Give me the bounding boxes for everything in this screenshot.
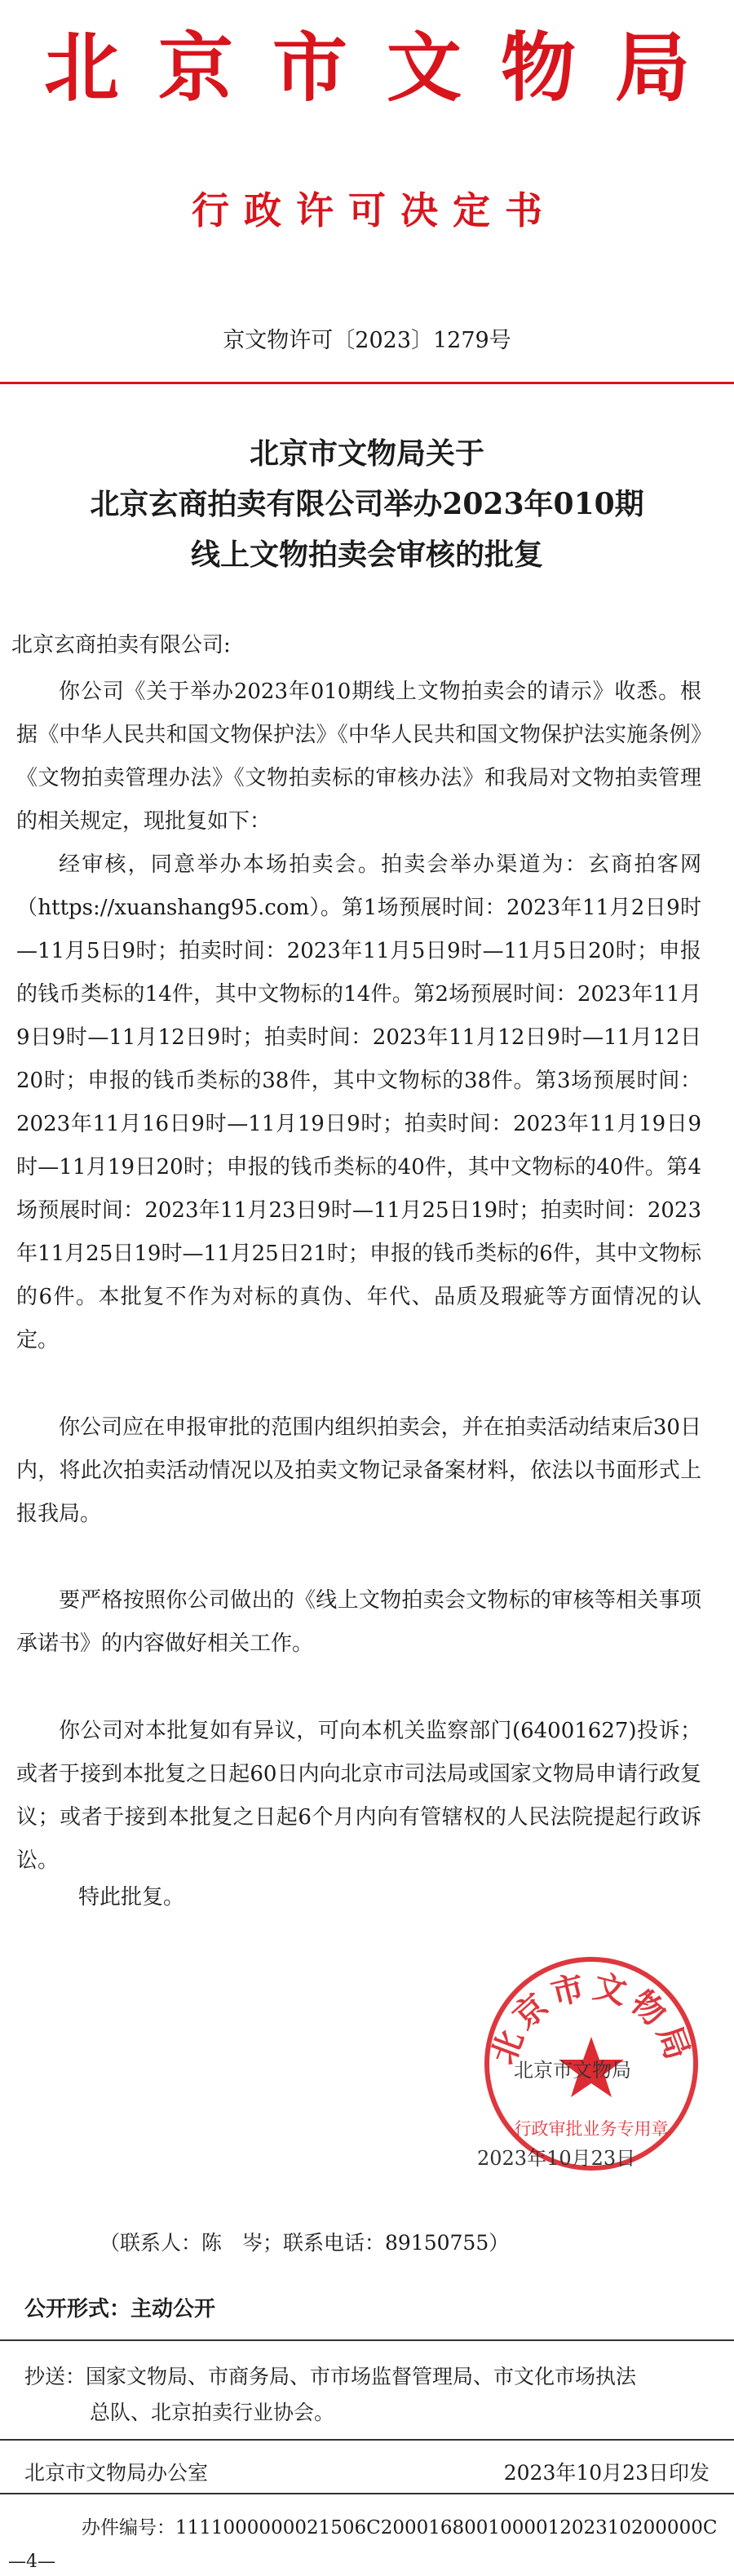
page-number: —4—	[8, 2552, 55, 2572]
title-line-2: 北京玄商拍卖有限公司举办2023年010期	[90, 487, 644, 521]
addressee: 北京玄商拍卖有限公司:	[11, 633, 231, 657]
print-date: 2023年10月23日印发	[503, 2461, 710, 2485]
issuing-office: 北京市文物局办公室	[24, 2461, 209, 2485]
divider-line	[0, 2493, 734, 2494]
document-title	[0, 428, 734, 580]
document-number: 京文物许可〔2023〕1279号	[223, 328, 511, 353]
body-paragraph-2: 经审核，同意举办本场拍卖会。拍卖会举办渠道为：玄商拍客网（https://xuanshang95.com）。第1场预展时间：2023年11月2日9时—11月5日9时；拍卖时间：2023年11月5日9时—11月5日20时；申报的钱币类标的14件，其中文物标的14件。第2场预展时间：2023年11月9日9时—11月12日9时；拍卖时间：2023年11月12日9时—11月12日20时；申报的钱币类标的38件，其中文物标的38件。第3场预展时间：2023年11月16日9时—11月19日9时；拍卖时间：2023年11月19日9时—11月19日20时；申报的钱币类标的40件，其中文物标的40件。第4场预展时间：2023年11月23日9时—11月25日19时；拍卖时间：2023年11月25日19时—11月25日21时；申报的钱币类标的6件，其中文物标的6件。本批复不作为对标的真伪、年代、品质及瑕疵等方面情况的认定。	[16, 852, 701, 1352]
divider-line	[0, 2439, 734, 2441]
issuer-header: 北京市文物局	[43, 24, 729, 112]
seal-ring-text: 北京市文物局	[484, 1967, 699, 2069]
body-paragraph-1: 你公司《关于举办2023年010期线上文物拍卖会的请示》收悉。根据《中华人民共和国文物保护法》《中华人民共和国文物保护法实施条例》《文物拍卖管理办法》《文物拍卖标的审核办法》和我局对文物拍卖管理的相关规定，现批复如下：	[16, 679, 701, 834]
signature-date: 2023年10月23日	[477, 2147, 636, 2170]
cc-block	[24, 2359, 636, 2431]
divider-line	[0, 2339, 734, 2341]
document-type: 行政许可决定书	[192, 188, 557, 232]
title-line-3: 线上文物拍卖会审核的批复	[190, 538, 543, 572]
cc-line-2: 总队、北京拍卖行业协会。	[90, 2401, 335, 2424]
disclosure-type: 公开形式：主动公开	[24, 2297, 216, 2321]
body-paragraph-4: 要严格按照你公司做出的《线上文物拍卖会文物标的审核等相关事项承诺书》的内容做好相关工作。	[16, 1588, 701, 1656]
signature-org: 北京市文物局	[514, 2059, 631, 2082]
body-paragraph-5: 你公司对本批复如有异议，可向本机关监察部门(64001627)投诉；或者于接到本批复之日起60日内向北京市司法局或国家文物局申请行政复议；或者于接到本批复之日起6个月内向有管辖权的人民法院提起行政诉讼。	[16, 1719, 701, 1873]
red-separator-line	[0, 382, 734, 384]
title-line-1: 北京市文物局关于	[249, 436, 484, 471]
seal-center-text: 行政审批业务专用章	[514, 2119, 669, 2139]
cc-line-1: 国家文物局、市商务局、市市场监督管理局、市文化市场执法	[86, 2365, 637, 2388]
body-paragraph-3: 你公司应在申报审批的范围内组织拍卖会，并在拍卖活动结束后30日内，将此次拍卖活动情况以及拍卖文物记录备案材料，依法以书面形式上报我局。	[16, 1415, 701, 1526]
cc-label: 抄送：	[24, 2365, 86, 2388]
contact-info: （联系人：陈 岑；联系电话：89150755）	[99, 2231, 510, 2255]
closing-remark: 特此批复。	[78, 1885, 185, 1910]
file-number: 办件编号：1111000000021506C200016800100001202310200000C	[82, 2517, 718, 2538]
